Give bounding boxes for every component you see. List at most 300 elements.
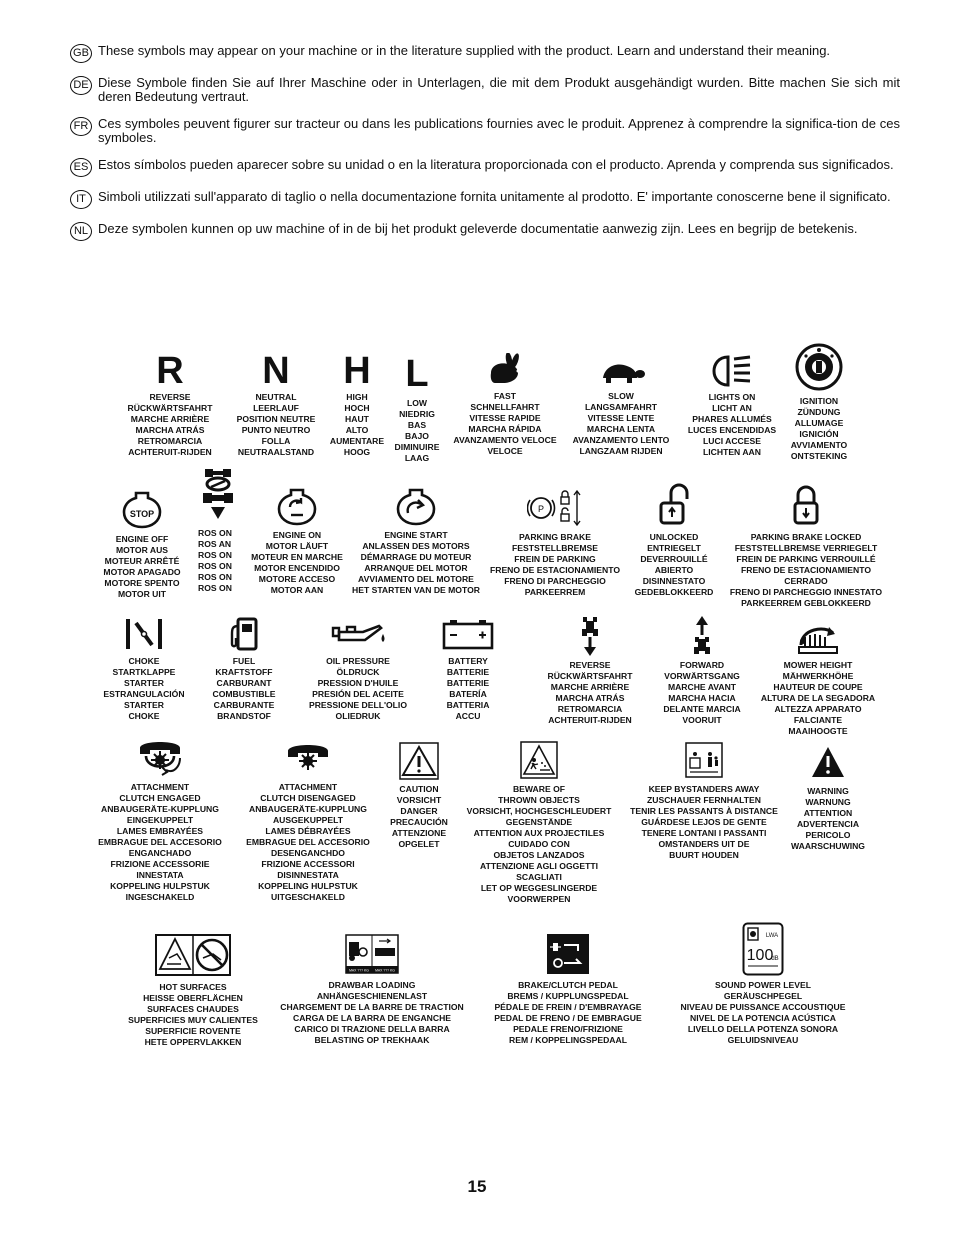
caption-line: CHOKE: [128, 656, 160, 666]
caption-line: RÜCKWÄRTSFAHRT: [127, 403, 213, 413]
symbol-caption: [453, 391, 556, 457]
caption-line: LIGHTS ON: [708, 392, 756, 402]
caption-line: FESTSTELLBREMSE VERRIEGELT: [734, 543, 878, 553]
caption-line: SUPERFICIES MUY CALIENTES: [128, 1015, 258, 1025]
symbol-engine-start: [346, 486, 486, 596]
hot-surfaces-icon: [155, 930, 231, 980]
caption-line: KRAFTSTOFF: [215, 667, 273, 677]
caption-line: BRANDSTOF: [217, 711, 271, 721]
caption-line: ACHTERUIT-RIJDEN: [548, 715, 632, 725]
caption-line: PRECAUCIÓN: [390, 817, 448, 827]
caption-line: ÖLDRUCK: [336, 667, 380, 677]
intro-text: Diese Symbole finden Sie auf Ihrer Maschine oder in Unterlagen, die mit dem Produkt ausgehändigt wurden. Bitte machen Sie sich mit deren Bedeutung vertraut.: [98, 75, 900, 104]
symbol-caption: [490, 532, 620, 598]
caption-line: BAJO: [405, 431, 429, 441]
language-badge: ES: [70, 158, 92, 177]
symbol-unlocked: [624, 480, 724, 598]
caption-line: ZÜNDUNG: [797, 407, 841, 417]
symbol-brake-pedal: [486, 930, 650, 1046]
engine-on-icon: [277, 486, 317, 528]
caption-line: ROS AN: [198, 539, 232, 549]
caption-line: NEUTRAL: [255, 392, 297, 402]
caption-line: PARKEERREM GEBLOKKEERD: [741, 598, 871, 608]
caption-line: SOUND POWER LEVEL: [715, 980, 811, 990]
caption-line: COMBUSTIBLE: [212, 689, 276, 699]
intro-row-fr: [70, 117, 900, 145]
caption-line: MARCHE AVANT: [667, 682, 737, 692]
symbol-hot-surfaces: [118, 930, 268, 1048]
caption-line: VORSICHT, HOCHGESCHLEUDERT: [466, 806, 612, 816]
symbol-caption: [98, 782, 222, 903]
caption-line: VELOCE: [487, 446, 523, 456]
caption-line: DELANTE MARCIA: [663, 704, 741, 714]
symbol-bystanders: [622, 738, 786, 861]
high-letter-icon: H: [343, 350, 371, 392]
caption-line: PERICOLO: [805, 830, 851, 840]
language-badge: FR: [70, 117, 92, 136]
caption-line: BELASTING OP TREKHAAK: [314, 1035, 430, 1045]
caption-line: ROS ON: [198, 561, 232, 571]
caption-line: ALTO: [345, 425, 369, 435]
caption-line: LIVELLO DELLA POTENZA SONORA: [687, 1024, 839, 1034]
caption-line: NIVEAU DE PUISSANCE ACCOUSTIQUE: [680, 1002, 846, 1012]
symbol-caption: [103, 656, 184, 722]
caption-line: EMBRAGUE DEL ACCESORIO: [246, 837, 370, 847]
caption-line: GELUIDSNIVEAU: [727, 1035, 799, 1045]
symbol-slow: [566, 352, 676, 457]
drawbar-tag-left: MAX ??? KG: [349, 968, 369, 973]
brake-pedal-icon: [546, 930, 590, 978]
symbol-lights: [680, 352, 784, 458]
caption-line: ENGINE ON: [272, 530, 322, 540]
thrown-objects-icon: [520, 738, 558, 782]
caption-line: RETROMARCIA: [137, 436, 203, 446]
caption-line: PRESSION D'HUILE: [317, 678, 399, 688]
language-badge: NL: [70, 222, 92, 241]
symbol-caption: [730, 532, 882, 609]
caption-line: LANGZAAM RIJDEN: [579, 446, 663, 456]
symbol-attachment-disengaged: [238, 734, 378, 903]
caption-line: RÜCKWÄRTSFAHRT: [547, 671, 633, 681]
symbol-fast: [450, 352, 560, 457]
symbol-low: [382, 352, 452, 464]
intro-row-de: [70, 76, 900, 104]
caption-line: MOTOR AUS: [115, 545, 169, 555]
caption-line: VOORUIT: [682, 715, 722, 725]
caption-line: DRAWBAR LOADING: [328, 980, 416, 990]
caption-line: HETE OPPERVLAKKEN: [144, 1037, 242, 1047]
caption-line: LET OP WEGGESLINGERDE: [480, 883, 598, 893]
caption-line: ZUSCHAUER FERNHALTEN: [647, 795, 761, 805]
symbol-engine-on: [244, 486, 350, 596]
caption-line: ANBAUGERÄTE-KUPPLUNG: [101, 804, 219, 814]
caption-line: OIL PRESSURE: [326, 656, 390, 666]
caption-line: SUPERFICIE ROVENTE: [145, 1026, 241, 1036]
caption-line: HIGH: [346, 392, 368, 402]
symbol-caution: [374, 740, 464, 850]
symbol-caption: [309, 656, 407, 722]
symbol-thrown-objects: [456, 738, 622, 905]
caption-line: MOTOR UIT: [117, 589, 167, 599]
symbol-mower-height: [752, 614, 884, 737]
symbol-caption: [688, 392, 776, 458]
attachment-engaged-icon: [136, 734, 184, 780]
caption-line: ENTRIEGELT: [647, 543, 701, 553]
caption-line: BATTERIA: [446, 700, 490, 710]
caption-line: IGNITION: [799, 396, 839, 406]
caption-line: AVVIAMENTO: [790, 440, 848, 450]
caption-line: MOTORE ACCESO: [258, 574, 336, 584]
symbol-caption: [663, 660, 740, 726]
symbol-reverse-drive: [534, 614, 646, 726]
symbol-warning: [778, 740, 878, 852]
caption-line: EINGEKUPPELT: [126, 815, 194, 825]
caption-line: LICHT AN: [712, 403, 752, 413]
caption-line: CHARGEMENT DE LA BARRE DE TRACTION: [280, 1002, 464, 1012]
caption-line: LAMES EMBRAYÉES: [116, 826, 204, 836]
caption-line: GUÁRDESE LEJOS DE GENTE: [641, 817, 767, 827]
caption-line: ADVERTENCIA: [796, 819, 860, 829]
caption-line: HEISSE OBERFLÄCHEN: [143, 993, 243, 1003]
caption-line: PUNTO NEUTRO: [241, 425, 311, 435]
caption-line: VORWÄRTSGANG: [664, 671, 740, 681]
symbol-choke: [94, 614, 194, 722]
caption-line: MÄHWERKHÖHE: [782, 671, 854, 681]
caption-line: REM / KOPPELINGSPEDAAL: [509, 1035, 627, 1045]
caption-line: PARKING BRAKE: [519, 532, 591, 542]
caption-line: LEERLAUF: [253, 403, 299, 413]
choke-icon: [122, 614, 166, 654]
intro-text: Ces symboles peuvent figurer sur tracteur ou dans les publications fournies avec le produit. Apprenez à comprendre la significa-tion de ces symboles.: [98, 116, 900, 145]
caption-line: ACHTERUIT-RIJDEN: [128, 447, 212, 457]
caption-line: AUMENTARE: [329, 436, 385, 446]
caption-line: ENGINE START: [384, 530, 448, 540]
caption-line: MARCHA LENTA: [586, 424, 656, 434]
symbol-fuel: [194, 614, 294, 722]
caption-line: VITESSE RAPIDE: [469, 413, 541, 423]
caption-line: ONTSTEKING: [790, 451, 848, 461]
caption-line: REVERSE: [149, 392, 191, 402]
caption-line: DISINNESTATA: [277, 870, 339, 880]
caption-line: ALLUMAGE: [794, 418, 844, 428]
battery-icon: [441, 614, 495, 654]
caption-line: BEWARE OF: [512, 784, 566, 794]
rabbit-icon: [485, 352, 525, 389]
intro-section: [70, 44, 900, 254]
bystanders-icon: [685, 738, 723, 782]
caption-line: MOTOR AAN: [270, 585, 324, 595]
intro-text: Deze symbolen kunnen op uw machine of in de bij het produkt geleverde documentatie aanwezig zijn. Lees en begrijp de betekenis.: [98, 221, 858, 236]
symbol-engine-off: [94, 488, 190, 600]
caption-line: BATTERIE: [446, 678, 490, 688]
caption-line: PARKING BRAKE LOCKED: [750, 532, 862, 542]
neutral-letter-icon: N: [262, 350, 290, 392]
page-number: 15: [467, 1177, 487, 1196]
caption-line: ATTENTION: [803, 808, 853, 818]
symbol-caption: [791, 396, 848, 462]
caption-line: PEDAL DE FRENO / DE EMBRAGUE: [494, 1013, 642, 1023]
caption-line: REVERSE: [569, 660, 611, 670]
caption-line: FORWARD: [679, 660, 725, 670]
sound-value-text: 100: [746, 947, 774, 964]
caption-line: LANGSAMFAHRT: [584, 402, 658, 412]
symbol-caption: [467, 784, 612, 905]
caption-line: DEVERROUILLÉ: [640, 554, 708, 564]
caption-line: WARNING: [807, 786, 849, 796]
caption-line: WARNUNG: [805, 797, 851, 807]
language-badge: GB: [70, 44, 92, 63]
turtle-icon: [597, 352, 645, 389]
caption-line: BREMS / KUPPLUNGSPEDAL: [507, 991, 629, 1001]
caption-line: VOORWERPEN: [507, 894, 571, 904]
caption-line: CLUTCH ENGAGED: [119, 793, 201, 803]
caption-line: OPGELET: [398, 839, 440, 849]
caption-line: ATTENZIONE AGLI OGGETTI: [480, 861, 598, 871]
parking-brake-icon: [527, 486, 583, 530]
caption-line: GERÄUSCHPEGEL: [723, 991, 803, 1001]
caption-line: MARCHA HACIA: [668, 693, 736, 703]
low-letter-icon: L: [405, 353, 429, 395]
caption-line: HOOG: [343, 447, 371, 457]
engine-stop-icon: [122, 488, 162, 532]
caption-line: CARICO DI TRAZIONE DELLA BARRA: [294, 1024, 450, 1034]
caption-line: HAUT: [345, 414, 369, 424]
symbol-caption: [390, 784, 448, 850]
caption-line: FALCIANTE: [793, 715, 843, 725]
sound-unit-text: LWA: [765, 933, 779, 939]
caption-line: OBJETOS LANZADOS: [493, 850, 585, 860]
caption-line: WAARSCHUWING: [791, 841, 865, 851]
caption-line: ENGANCHADO: [128, 848, 192, 858]
caption-line: BATTERY: [448, 656, 488, 666]
symbol-caption: [548, 660, 633, 726]
caption-line: ARRANQUE DEL MOTOR: [364, 563, 468, 573]
caption-line: ATTENZIONE: [391, 828, 447, 838]
caption-line: MOWER HEIGHT: [783, 660, 853, 670]
symbol-caption: [237, 392, 316, 458]
symbol-reverse-gear: [120, 352, 220, 458]
caption-line: ESTRANGULACIÓN: [103, 689, 185, 699]
symbol-ros-on: [188, 466, 248, 594]
symbol-caption: [128, 392, 213, 458]
caption-line: ANHÄNGESCHIENENLAST: [316, 991, 428, 1001]
caption-line: PÉDALE DE FREIN / D'EMBRAYAGE: [494, 1002, 642, 1012]
caption-line: CARGA DE LA BARRA DE ENGANCHE: [292, 1013, 452, 1023]
caption-line: ROS ON: [198, 550, 232, 560]
caption-line: ANLASSEN DES MOTORS: [362, 541, 470, 551]
caption-line: STARTER: [124, 700, 164, 710]
caption-line: FRENO DE ESTACIONAMIENTO: [489, 565, 621, 575]
symbol-forward: [652, 614, 752, 726]
caption-line: THROWN OBJECTS: [498, 795, 580, 805]
caption-line: AVANZAMENTO LENTO: [572, 435, 670, 445]
caption-line: STARTKLAPPE: [112, 667, 176, 677]
drawbar-load-icon: [345, 930, 399, 978]
ros-tractor-icon: [201, 466, 235, 526]
caption-line: EMBRAGUE DEL ACCESORIO: [98, 837, 222, 847]
caption-line: MAAIHOOGTE: [788, 726, 848, 736]
sound-db-text: dB: [771, 956, 779, 962]
reverse-arrow-tractor-icon: [580, 614, 600, 658]
symbol-drawbar: [270, 930, 474, 1046]
symbol-caption: [246, 782, 370, 903]
caption-line: VITESSE LENTE: [587, 413, 655, 423]
caption-line: AUSGEKUPPELT: [272, 815, 343, 825]
symbol-caption: [635, 532, 714, 598]
caption-line: ANBAUGERÄTE-KUPPLUNG: [249, 804, 367, 814]
caption-line: CERRADO: [784, 576, 828, 586]
mower-height-icon: [795, 614, 841, 658]
caption-line: FUEL: [232, 656, 256, 666]
caption-line: SURFACES CHAUDES: [147, 1004, 239, 1014]
symbol-caption: [681, 980, 846, 1046]
caption-line: TENERE LONTANI I PASSANTI: [641, 828, 767, 838]
symbol-caption: [791, 786, 865, 852]
caption-line: MOTOR APAGADO: [103, 567, 181, 577]
symbol-caption: [573, 391, 670, 457]
p-text: P: [537, 504, 545, 514]
caption-line: FRIZIONE ACCESSORIE: [110, 859, 210, 869]
caption-line: PARKEERREM: [524, 587, 586, 597]
caption-line: GEDEBLOKKEERD: [634, 587, 714, 597]
caption-line: PRESSIONE DELL'OLIO: [308, 700, 408, 710]
symbol-caption: [761, 660, 875, 737]
symbol-caption: [447, 656, 490, 722]
caption-line: LUCES ENCENDIDAS: [687, 425, 777, 435]
fuel-pump-icon: [228, 614, 260, 654]
reverse-letter-icon: R: [156, 350, 184, 392]
intro-text: Simboli utilizzati sull'apparato di taglio o nella documentazione fornita unitamente al prodotto. E' importante conoscerne bene il significato.: [98, 189, 891, 204]
caption-line: NIVEL DE LA POTENCIA ACÚSTICA: [690, 1013, 836, 1023]
caption-line: HOT SURFACES: [159, 982, 227, 992]
caption-line: NEUTRAALSTAND: [237, 447, 315, 457]
caption-line: SCAGLIATI: [516, 872, 562, 882]
caption-line: BUURT HOUDEN: [669, 850, 739, 860]
caption-line: RETROMARCIA: [557, 704, 623, 714]
intro-text: These symbols may appear on your machine or in the literature supplied with the product. Learn and understand their meaning.: [98, 43, 831, 58]
caption-line: ACCU: [455, 711, 481, 721]
intro-row-nl: [70, 222, 900, 241]
caption-line: KOPPELING HULPSTUK: [110, 881, 210, 891]
caption-line: DANGER: [400, 806, 438, 816]
symbol-oil-pressure: [298, 614, 418, 722]
caption-line: FRIZIONE ACCESSORI: [261, 859, 355, 869]
caption-line: MARCHA RÁPIDA: [468, 424, 542, 434]
caption-line: BRAKE/CLUTCH PEDAL: [518, 980, 618, 990]
forward-arrow-tractor-icon: [692, 614, 712, 658]
caption-line: PRESIÓN DEL ACEITE: [312, 689, 404, 699]
caption-line: DISINNESTATO: [642, 576, 706, 586]
caption-line: UITGESCHAKELD: [270, 892, 345, 902]
symbol-attachment-engaged: [90, 734, 230, 903]
stop-text: STOP: [129, 509, 155, 519]
symbol-caption: [188, 528, 232, 594]
caption-line: FAST: [494, 391, 516, 401]
caption-line: FOLLA: [261, 436, 291, 446]
caption-line: CUIDADO CON: [508, 839, 570, 849]
caption-line: FRENO DE ESTACIONAMIENTO: [740, 565, 872, 575]
caution-triangle-icon: [399, 740, 439, 782]
headlight-icon: [710, 352, 754, 390]
caption-line: MARCHE ARRIÈRE: [550, 682, 630, 692]
locked-padlock-icon: [791, 480, 821, 530]
caption-line: BATTERIE: [446, 667, 490, 677]
caption-line: MARCHE ARRIÈRE: [130, 414, 210, 424]
caption-line: OLIEDRUK: [335, 711, 381, 721]
caption-line: GEGENSTÄNDE: [505, 817, 573, 827]
intro-text: Estos símbolos pueden aparecer sobre su unidad o en la literatura proporcionada con el producto. Aprenda y comprenda sus significados.: [98, 157, 894, 172]
caption-line: INNESTATA: [136, 870, 184, 880]
oil-can-icon: [329, 614, 387, 654]
caption-line: ROS ON: [198, 528, 232, 538]
caption-line: POSITION NEUTRE: [236, 414, 316, 424]
caption-line: HAUTEUR DE COUPE: [773, 682, 863, 692]
caption-line: FRENO DI PARCHEGGIO: [504, 576, 606, 586]
warning-triangle-icon: [810, 740, 846, 784]
caption-line: FREIN DE PARKING VERROUILLÉ: [736, 554, 876, 564]
attachment-disengaged-icon: [284, 734, 332, 780]
caption-line: HOCH: [344, 403, 370, 413]
caption-line: PHARES ALLUMÉS: [692, 414, 772, 424]
caption-line: IGNICIÓN: [799, 429, 839, 439]
sound-power-icon: [742, 920, 784, 978]
caption-line: ROS ON: [198, 583, 232, 593]
symbol-parking-brake: [484, 486, 626, 598]
caption-line: FREIN DE PARKING: [514, 554, 596, 564]
caption-line: ROS ON: [198, 572, 232, 582]
caption-line: ALTURA DE LA SEGADORA: [760, 693, 876, 703]
language-badge: IT: [70, 190, 92, 209]
caption-line: MOTOR ENCENDIDO: [254, 563, 340, 573]
caption-line: UNLOCKED: [649, 532, 699, 542]
caption-line: PEDALE FRENO/FRIZIONE: [513, 1024, 623, 1034]
caption-line: LUCI ACCESE: [703, 436, 761, 446]
symbol-caption: [103, 534, 180, 600]
symbol-caption: [630, 784, 778, 861]
caption-line: SLOW: [608, 391, 634, 401]
symbol-ignition: [776, 340, 862, 462]
caption-line: TENIR LES PASSANTS À DISTANCE: [630, 806, 778, 816]
caption-line: LAMES DÉBRAYÉES: [265, 826, 351, 836]
intro-row-gb: [70, 44, 900, 63]
caption-line: DIMINUIRE: [394, 442, 440, 452]
caption-line: INGESCHAKELD: [125, 892, 195, 902]
symbol-neutral: [226, 352, 326, 458]
ignition-key-icon: [794, 340, 844, 394]
caption-line: OMSTANDERS UIT DE: [658, 839, 750, 849]
symbol-caption: [128, 982, 258, 1048]
caption-line: KEEP BYSTANDERS AWAY: [648, 784, 760, 794]
symbol-caption: [280, 980, 464, 1046]
caption-line: ATTACHMENT: [278, 782, 338, 792]
caption-line: MARCHA ATRÁS: [135, 425, 205, 435]
caption-line: CAUTION: [399, 784, 439, 794]
symbol-battery: [420, 614, 516, 722]
caption-line: CARBURANTE: [213, 700, 275, 710]
caption-line: MOTEUR EN MARCHE: [251, 552, 343, 562]
caption-line: FRENO DI PARCHEGGIO INNESTATO: [729, 587, 883, 597]
symbol-sound-power: [670, 920, 856, 1046]
symbol-caption: [212, 656, 275, 722]
caption-line: STARTER: [124, 678, 164, 688]
caption-line: CLUTCH DISENGAGED: [260, 793, 356, 803]
caption-line: ENGINE OFF: [115, 534, 169, 544]
caption-line: FESTSTELLBREMSE: [512, 543, 598, 553]
caption-line: ATTACHMENT: [130, 782, 190, 792]
caption-line: MARCHA ATRÁS: [555, 693, 625, 703]
caption-line: BAS: [407, 420, 427, 430]
caption-line: MOTOR LÄUFT: [265, 541, 329, 551]
